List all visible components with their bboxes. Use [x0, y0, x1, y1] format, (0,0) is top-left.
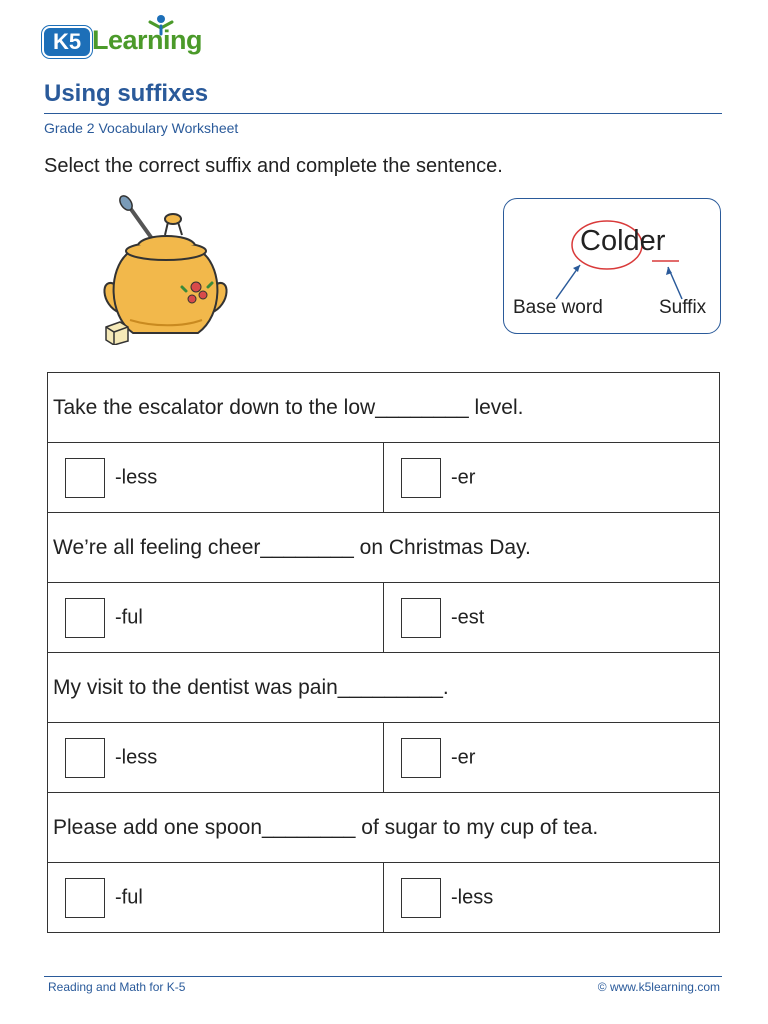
answer-checkbox[interactable]	[65, 738, 105, 778]
sugar-jar-illustration	[98, 195, 233, 345]
option-label: -ful	[115, 886, 143, 908]
answer-checkbox[interactable]	[401, 878, 441, 918]
question-sentence: My visit to the dentist was pain_________.	[48, 653, 720, 723]
answer-checkbox[interactable]	[65, 458, 105, 498]
option-cell[interactable]	[48, 583, 384, 653]
option-cell[interactable]	[48, 443, 384, 513]
options-row	[48, 863, 720, 933]
question-row	[48, 513, 720, 583]
questions-table	[47, 372, 720, 933]
k5-learning-logo	[42, 14, 212, 58]
suffix-example-box	[503, 198, 721, 334]
answer-checkbox[interactable]	[65, 878, 105, 918]
question-row	[48, 653, 720, 723]
logo-person-icon	[146, 14, 176, 36]
option-label: -er	[451, 466, 476, 488]
question-sentence: Please add one spoon________ of sugar to my cup of tea.	[48, 793, 720, 863]
instructions-text: Select the correct suffix and complete the sentence.	[44, 155, 503, 177]
logo-badge: K5	[42, 26, 92, 58]
question-sentence: Take the escalator down to the low________ level.	[48, 373, 720, 443]
option-label: -er	[451, 746, 476, 768]
options-row	[48, 583, 720, 653]
options-row	[48, 443, 720, 513]
question-sentence: We’re all feeling cheer________ on Christmas Day.	[48, 513, 720, 583]
footer-tagline: Reading and Math for K-5	[48, 980, 186, 994]
option-cell[interactable]	[48, 863, 384, 933]
answer-checkbox[interactable]	[401, 458, 441, 498]
option-label: -less	[451, 886, 494, 908]
question-row	[48, 793, 720, 863]
footer-website-link[interactable]: © www.k5learning.com	[597, 980, 720, 994]
option-label: -less	[115, 746, 158, 768]
answer-checkbox[interactable]	[65, 598, 105, 638]
header-divider	[44, 113, 722, 114]
answer-checkbox[interactable]	[401, 598, 441, 638]
answer-checkbox[interactable]	[401, 738, 441, 778]
worksheet-subtitle: Grade 2 Vocabulary Worksheet	[44, 120, 239, 136]
suffix-label: Suffix	[659, 297, 707, 318]
base-word-label: Base word	[513, 297, 603, 318]
option-cell[interactable]	[384, 863, 720, 933]
option-label: -est	[451, 606, 485, 628]
option-cell[interactable]	[384, 443, 720, 513]
logo-wordmark: Learning	[92, 25, 203, 55]
option-label: -ful	[115, 606, 143, 628]
option-cell[interactable]	[48, 723, 384, 793]
example-word: Colder	[580, 225, 666, 257]
option-label: -less	[115, 466, 158, 488]
option-cell[interactable]	[384, 583, 720, 653]
question-row	[48, 373, 720, 443]
options-row	[48, 723, 720, 793]
page-title: Using suffixes	[44, 80, 209, 107]
footer-divider	[44, 976, 722, 977]
option-cell[interactable]	[384, 723, 720, 793]
